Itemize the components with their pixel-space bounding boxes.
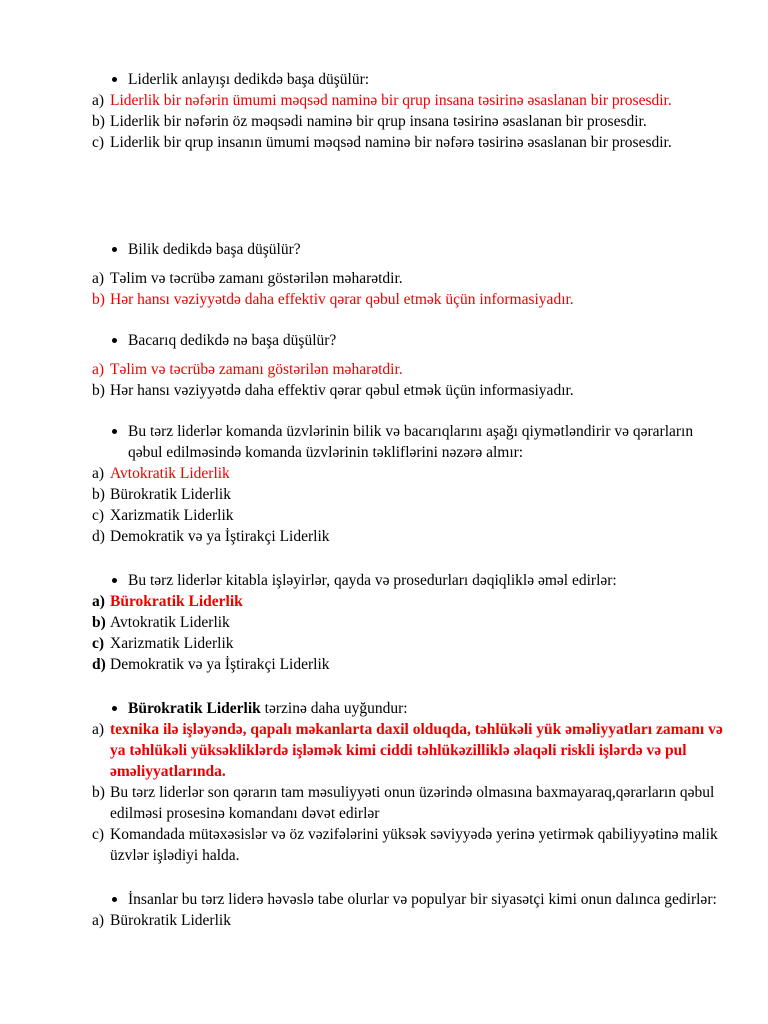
- option-label: c): [92, 507, 105, 524]
- answer-2a: [92, 268, 730, 289]
- answer-5a: [92, 591, 730, 612]
- question-2: [110, 239, 730, 260]
- option-text: texnika ilə işləyəndə, qapalı məkanlarta daxil olduqda, təhlükəli yük əməliyyatları zamanı və ya təhlükəli yüksəkliklərdə işləmək kimi ciddi təhlükəzilliklə əlaqəli riskli işlərdə və pul əməliyyatlarında.: [110, 721, 723, 780]
- answer-2b: [92, 289, 730, 310]
- answer-5b: [92, 612, 730, 633]
- option-text: Liderlik bir nəfərin ümumi məqsəd naminə bir qrup insana təsirinə əsaslanan bir prosesdir.: [110, 92, 672, 109]
- option-label: b): [92, 382, 105, 399]
- question-4-text: Bu tərz liderlər komanda üzvlərinin bilik və bacarıqlarını aşağı qiymətləndirir və qərarların qəbul edilməsində komanda üzvlərinin təkliflərini nəzərə almır:: [128, 423, 694, 461]
- answer-1c: [92, 132, 730, 153]
- option-label: a): [92, 361, 105, 378]
- option-text: Avtokratik Liderlik: [110, 614, 230, 631]
- question-block-3: [92, 330, 730, 401]
- answer-1a: [92, 90, 730, 111]
- option-text: Bürokratik Liderlik: [110, 912, 231, 929]
- option-label: a): [92, 593, 105, 610]
- option-text: Bürokratik Liderlik: [110, 486, 231, 503]
- option-label: a): [92, 465, 105, 482]
- option-label: b): [92, 614, 106, 631]
- option-text: Bürokratik Liderlik: [110, 593, 243, 610]
- answer-6a: [92, 719, 730, 782]
- option-label: b): [92, 291, 105, 308]
- question-1: [110, 69, 730, 90]
- question-6-bold-text: Bürokratik Liderlik: [128, 700, 261, 717]
- answer-6b: [92, 782, 730, 824]
- question-2-text: Bilik dedikdə başa düşülür?: [128, 241, 301, 258]
- option-text: Liderlik bir qrup insanın ümumi məqsəd naminə bir nəfərə təsirinə əsaslanan bir prosesdir.: [110, 134, 672, 151]
- option-text: Hər hansı vəziyyətdə daha effektiv qərar qəbul etmək üçün informasiyadır.: [110, 382, 574, 399]
- question-6-text: tərzinə daha uyğundur:: [260, 700, 408, 717]
- option-label: c): [92, 635, 105, 652]
- answer-4a: [92, 463, 730, 484]
- option-text: Avtokratik Liderlik: [110, 465, 230, 482]
- question-block-2: [92, 239, 730, 310]
- question-7: [110, 889, 730, 910]
- question-1-text: Liderlik anlayışı dedikdə başa düşülür:: [128, 71, 370, 88]
- option-label: b): [92, 113, 105, 130]
- option-label: c): [92, 826, 105, 843]
- question-3-text: Bacarıq dedikdə nə başa düşülür?: [128, 332, 337, 349]
- option-label: a): [92, 92, 105, 109]
- question-7-text: İnsanlar bu tərz liderə həvəslə tabe olurlar və populyar bir siyasətçi kimi onun dalınca gedirlər:: [128, 891, 717, 908]
- question-block-7: [92, 889, 730, 931]
- option-label: a): [92, 721, 105, 738]
- option-text: Komandada mütəxəsislər və öz vəzifələrini yüksək səviyyədə yerinə yetirmək qabiliyyətinə malik üzvlər işlədiyi halda.: [110, 826, 718, 864]
- option-text: Xarizmatik Liderlik: [110, 507, 234, 524]
- answer-4b: [92, 484, 730, 505]
- option-text: Demokratik və ya İştirakçi Liderlik: [110, 656, 330, 673]
- answer-7a: [92, 910, 730, 931]
- question-6: [110, 698, 730, 719]
- option-label: b): [92, 784, 105, 801]
- answer-5c: [92, 633, 730, 654]
- option-label: a): [92, 912, 105, 929]
- option-label: a): [92, 270, 105, 287]
- option-text: Xarizmatik Liderlik: [110, 635, 234, 652]
- question-block-5: [92, 570, 730, 675]
- option-text: Hər hansı vəziyyətdə daha effektiv qərar qəbul etmək üçün informasiyadır.: [110, 291, 574, 308]
- question-3: [110, 330, 730, 351]
- option-label: d): [92, 528, 105, 545]
- answer-6c: [92, 824, 730, 866]
- option-text: Təlim və təcrübə zamanı göstərilən məharətdir.: [110, 270, 403, 287]
- option-label: d): [92, 656, 106, 673]
- answer-3a: [92, 359, 730, 380]
- option-label: c): [92, 134, 105, 151]
- question-5: [110, 570, 730, 591]
- question-block-1: [92, 69, 730, 153]
- question-5-text: Bu tərz liderlər kitabla işləyirlər, qayda və prosedurları dəqiqliklə əməl edirlər:: [128, 572, 617, 589]
- answer-4c: [92, 505, 730, 526]
- answer-1b: [92, 111, 730, 132]
- answer-4d: [92, 526, 730, 547]
- question-4: [110, 421, 730, 463]
- option-text: Demokratik və ya İştirakçi Liderlik: [110, 528, 330, 545]
- question-block-4: [92, 421, 730, 547]
- option-text: Liderlik bir nəfərin öz məqsədi naminə bir qrup insana təsirinə əsaslanan bir prosesdir.: [110, 113, 647, 130]
- question-block-6: [92, 698, 730, 866]
- option-text: Bu tərz liderlər son qərarın tam məsuliyyəti onun üzərində olmasına baxmayaraq,qərarların qəbul edilməsi prosesinə komandanı dəvət edirlər: [110, 784, 715, 822]
- answer-5d: [92, 654, 730, 675]
- option-text: Təlim və təcrübə zamanı göstərilən məharətdir.: [110, 361, 403, 378]
- answer-3b: [92, 380, 730, 401]
- option-label: b): [92, 486, 105, 503]
